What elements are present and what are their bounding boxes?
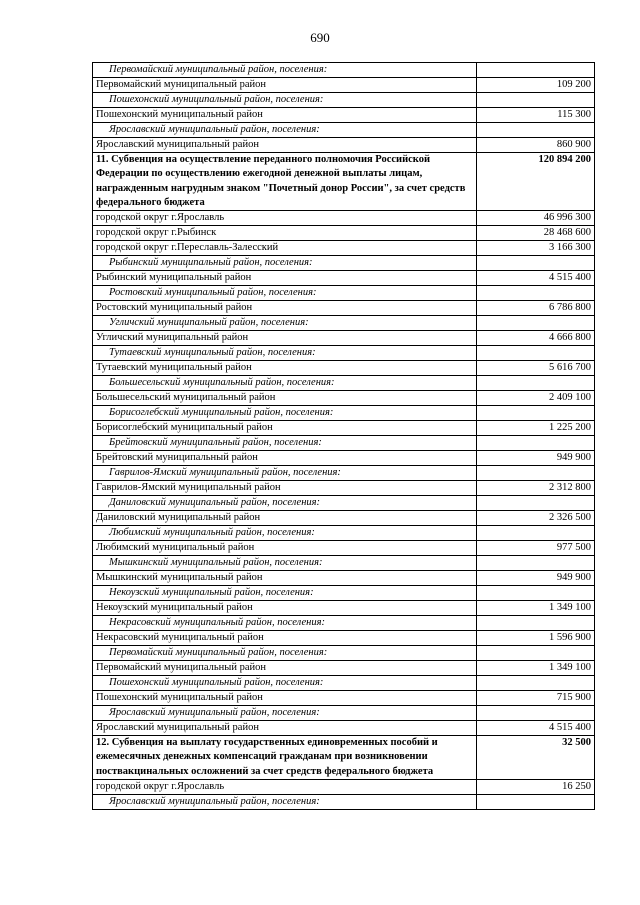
row-amount [477, 706, 595, 721]
table-row [93, 331, 595, 346]
row-name: Тутаевский муниципальный район [93, 361, 477, 376]
row-name: Первомайский муниципальный район, поселения: [93, 646, 477, 661]
row-name: Гаврилов-Ямский муниципальный район, поселения: [93, 466, 477, 481]
settlement-subheading-row [93, 93, 595, 108]
row-amount: 46 996 300 [477, 211, 595, 226]
table-row [93, 541, 595, 556]
row-amount [477, 586, 595, 601]
row-name: Большесельский муниципальный район, поселения: [93, 376, 477, 391]
row-amount: 3 166 300 [477, 241, 595, 256]
row-name: Гаврилов-Ямский муниципальный район [93, 481, 477, 496]
row-amount [477, 93, 595, 108]
row-amount [477, 556, 595, 571]
table-row [93, 601, 595, 616]
settlement-subheading-row [93, 466, 595, 481]
row-name: 11. Субвенция на осуществление переданного полномочия Российской Федерации по осуществлению ежегодной денежной выплаты лицам, награжденным нагрудным знаком "Почетный донор России", за счет средств федерального бюджета [93, 153, 477, 211]
row-name: Брейтовский муниципальный район [93, 451, 477, 466]
row-amount [477, 63, 595, 78]
row-amount: 977 500 [477, 541, 595, 556]
settlement-subheading-row [93, 376, 595, 391]
row-amount: 28 468 600 [477, 226, 595, 241]
table-row [93, 721, 595, 736]
table-row [93, 571, 595, 586]
row-amount [477, 436, 595, 451]
table-row [93, 511, 595, 526]
row-name: Пошехонский муниципальный район, поселения: [93, 676, 477, 691]
table-row [93, 391, 595, 406]
row-name: Первомайский муниципальный район [93, 661, 477, 676]
table-row [93, 301, 595, 316]
row-amount: 1 596 900 [477, 631, 595, 646]
row-name: Пошехонский муниципальный район, поселения: [93, 93, 477, 108]
settlement-subheading-row [93, 256, 595, 271]
row-name: Ярославский муниципальный район, поселения: [93, 123, 477, 138]
row-name: Большесельский муниципальный район [93, 391, 477, 406]
table-row [93, 780, 595, 795]
row-amount: 6 786 800 [477, 301, 595, 316]
row-amount [477, 316, 595, 331]
row-amount: 5 616 700 [477, 361, 595, 376]
settlement-subheading-row [93, 556, 595, 571]
table-row [93, 78, 595, 93]
settlement-subheading-row [93, 706, 595, 721]
table-row [93, 451, 595, 466]
table-row [93, 226, 595, 241]
table-row [93, 138, 595, 153]
row-name: Пошехонский муниципальный район [93, 108, 477, 123]
settlement-subheading-row [93, 63, 595, 78]
row-name: Ростовский муниципальный район [93, 301, 477, 316]
row-amount [477, 496, 595, 511]
row-amount: 32 500 [477, 736, 595, 780]
row-amount: 949 900 [477, 451, 595, 466]
row-amount: 4 666 800 [477, 331, 595, 346]
row-amount [477, 123, 595, 138]
row-name: Некоузский муниципальный район [93, 601, 477, 616]
settlement-subheading-row [93, 406, 595, 421]
row-name: Некоузский муниципальный район, поселения: [93, 586, 477, 601]
row-name: Угличский муниципальный район, поселения: [93, 316, 477, 331]
row-amount [477, 406, 595, 421]
subvention-table [92, 62, 595, 810]
row-amount: 109 200 [477, 78, 595, 93]
table-row [93, 211, 595, 226]
row-amount [477, 286, 595, 301]
table-row [93, 108, 595, 123]
row-name: Борисоглебский муниципальный район, поселения: [93, 406, 477, 421]
row-name: Рыбинский муниципальный район, поселения: [93, 256, 477, 271]
row-amount: 1 349 100 [477, 601, 595, 616]
table-row [93, 481, 595, 496]
row-amount [477, 676, 595, 691]
row-amount [477, 376, 595, 391]
row-name: Мышкинский муниципальный район, поселения: [93, 556, 477, 571]
row-amount [477, 795, 595, 810]
row-name: городской округ г.Переславль-Залесский [93, 241, 477, 256]
row-name: Борисоглебский муниципальный район [93, 421, 477, 436]
row-name: Мышкинский муниципальный район [93, 571, 477, 586]
settlement-subheading-row [93, 676, 595, 691]
settlement-subheading-row [93, 616, 595, 631]
row-amount [477, 256, 595, 271]
table-row [93, 241, 595, 256]
row-amount: 2 326 500 [477, 511, 595, 526]
row-amount: 16 250 [477, 780, 595, 795]
row-name: 12. Субвенция на выплату государственных единовременных пособий и ежемесячных денежных компенсаций гражданам при возникновении поствакцинальных осложнений за счет средств федерального бюджета [93, 736, 477, 780]
settlement-subheading-row [93, 586, 595, 601]
row-amount: 860 900 [477, 138, 595, 153]
table-row [93, 691, 595, 706]
table-row [93, 421, 595, 436]
row-amount [477, 646, 595, 661]
settlement-subheading-row [93, 123, 595, 138]
row-amount [477, 526, 595, 541]
row-amount: 715 900 [477, 691, 595, 706]
page-number: 690 [310, 30, 330, 45]
row-amount [477, 346, 595, 361]
row-name: Первомайский муниципальный район [93, 78, 477, 93]
row-name: Ростовский муниципальный район, поселения: [93, 286, 477, 301]
row-name: Даниловский муниципальный район, поселения: [93, 496, 477, 511]
table-row [93, 361, 595, 376]
row-amount: 2 312 800 [477, 481, 595, 496]
row-amount: 1 225 200 [477, 421, 595, 436]
row-amount: 1 349 100 [477, 661, 595, 676]
row-amount [477, 616, 595, 631]
table-row [93, 661, 595, 676]
row-name: Даниловский муниципальный район [93, 511, 477, 526]
row-amount [477, 466, 595, 481]
row-amount: 115 300 [477, 108, 595, 123]
row-name: городской округ г.Ярославль [93, 780, 477, 795]
settlement-subheading-row [93, 346, 595, 361]
row-name: Ярославский муниципальный район, поселения: [93, 795, 477, 810]
row-name: Тутаевский муниципальный район, поселения: [93, 346, 477, 361]
row-name: Рыбинский муниципальный район [93, 271, 477, 286]
table-body [93, 63, 595, 810]
row-amount: 2 409 100 [477, 391, 595, 406]
section-heading-row [93, 736, 595, 780]
row-name: Брейтовский муниципальный район, поселения: [93, 436, 477, 451]
row-name: Угличский муниципальный район [93, 331, 477, 346]
row-name: Ярославский муниципальный район, поселения: [93, 706, 477, 721]
row-amount: 4 515 400 [477, 271, 595, 286]
row-amount: 120 894 200 [477, 153, 595, 211]
section-heading-row [93, 153, 595, 211]
row-name: Любимский муниципальный район [93, 541, 477, 556]
settlement-subheading-row [93, 496, 595, 511]
row-name: Любимский муниципальный район, поселения: [93, 526, 477, 541]
row-name: Некрасовский муниципальный район, поселения: [93, 616, 477, 631]
row-amount: 4 515 400 [477, 721, 595, 736]
table-row [93, 631, 595, 646]
settlement-subheading-row [93, 646, 595, 661]
row-name: городской округ г.Рыбинск [93, 226, 477, 241]
table-row [93, 271, 595, 286]
row-name: Первомайский муниципальный район, поселения: [93, 63, 477, 78]
row-name: городской округ г.Ярославль [93, 211, 477, 226]
settlement-subheading-row [93, 286, 595, 301]
settlement-subheading-row [93, 795, 595, 810]
settlement-subheading-row [93, 526, 595, 541]
row-name: Некрасовский муниципальный район [93, 631, 477, 646]
row-name: Ярославский муниципальный район [93, 721, 477, 736]
settlement-subheading-row [93, 436, 595, 451]
row-amount: 949 900 [477, 571, 595, 586]
row-name: Пошехонский муниципальный район [93, 691, 477, 706]
row-name: Ярославский муниципальный район [93, 138, 477, 153]
settlement-subheading-row [93, 316, 595, 331]
